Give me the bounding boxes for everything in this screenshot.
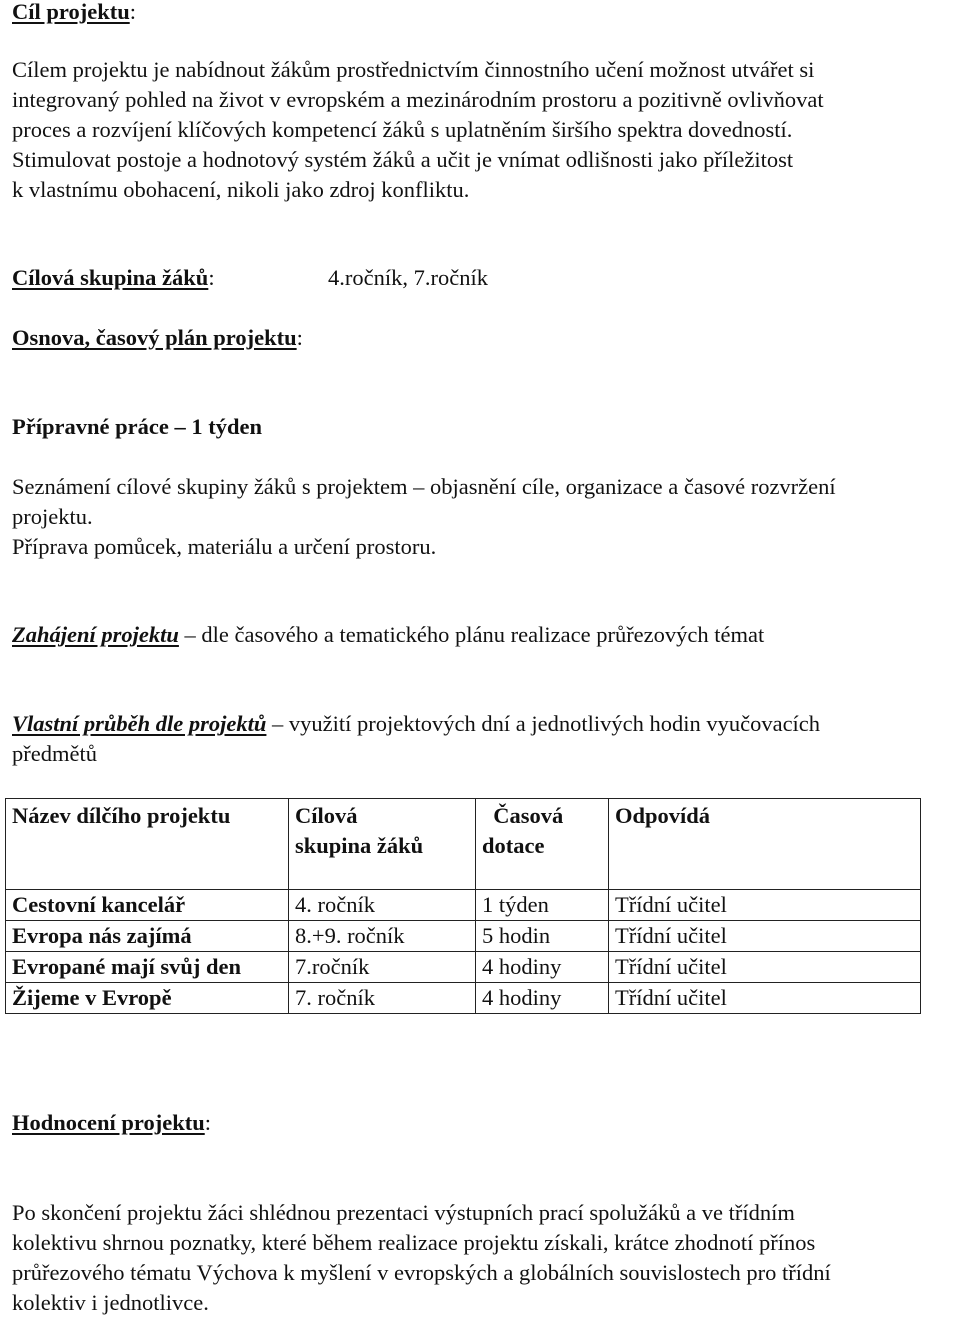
goal-line: integrovaný pohled na život v evropském a mezinárodním prostoru a pozitivně ovlivňovat xyxy=(12,87,824,112)
table-cell: Cestovní kancelář xyxy=(6,890,289,921)
table-row xyxy=(6,921,921,952)
table-cell: 1 týden xyxy=(476,890,609,921)
goal-heading-label: Cíl projektu xyxy=(12,0,130,24)
table-header-cell: Časová dotace xyxy=(476,799,609,890)
target-group-value: 4.ročník, 7.ročník xyxy=(328,265,488,290)
table-cell: Třídní učitel xyxy=(609,983,921,1014)
table-cell: Evropa nás zajímá xyxy=(6,921,289,952)
course-text: – využití projektových dní a jednotlivých hodin vyučovacích xyxy=(266,711,821,736)
table-cell: Žijeme v Evropě xyxy=(6,983,289,1014)
prep-heading: Přípravné práce – 1 týden xyxy=(12,414,262,439)
evaluation-line: průřezového tématu Výchova k myšlení v evropských a globálních souvislostech pro třídní xyxy=(12,1260,831,1285)
table-header-cell: Cílová skupina žáků xyxy=(289,799,476,890)
table-row xyxy=(6,952,921,983)
evaluation-line: kolektivu shrnou poznatky, které během realizace projektu získali, krátce zhodnotí přínos xyxy=(12,1230,816,1255)
table-cell: 4 hodiny xyxy=(476,983,609,1014)
table-cell: 7. ročník xyxy=(289,983,476,1014)
course-line: předmětů xyxy=(12,741,97,766)
goal-line: Cílem projektu je nabídnout žákům prostřednictvím činnostního učení možnost utvářet si xyxy=(12,57,815,82)
table-cell: 4 hodiny xyxy=(476,952,609,983)
table-header-row xyxy=(6,799,921,890)
table-cell: 8.+9. ročník xyxy=(289,921,476,952)
table-cell: Třídní učitel xyxy=(609,952,921,983)
table-cell: 5 hodin xyxy=(476,921,609,952)
table-cell: Třídní učitel xyxy=(609,921,921,952)
prep-line: projektu. xyxy=(12,504,93,529)
prep-paragraph xyxy=(12,472,836,562)
start-label: Zahájení projektu xyxy=(12,622,179,647)
target-group: Cílová skupina žáků: xyxy=(12,265,215,290)
evaluation-heading: Hodnocení projektu: xyxy=(12,1110,211,1135)
table-row xyxy=(6,983,921,1014)
outline-heading-label: Osnova, časový plán projektu xyxy=(12,325,297,350)
table-cell: Třídní učitel xyxy=(609,890,921,921)
prep-line: Seznámení cílové skupiny žáků s projektem – objasnění cíle, organizace a časové rozvržení xyxy=(12,474,836,499)
start-text: – dle časového a tematického plánu realizace průřezových témat xyxy=(178,622,765,647)
target-group-label: Cílová skupina žáků xyxy=(12,265,209,290)
evaluation-paragraph xyxy=(12,1198,831,1318)
evaluation-heading-label: Hodnocení projektu xyxy=(12,1110,205,1135)
goal-line: proces a rozvíjení klíčových kompetencí žáků s uplatněním širšího spektra dovedností. xyxy=(12,117,793,142)
outline-heading: Osnova, časový plán projektu: xyxy=(12,325,303,350)
table-header-cell: Název dílčího projektu xyxy=(6,799,289,890)
table-cell: 4. ročník xyxy=(289,890,476,921)
goal-paragraph xyxy=(12,55,824,205)
prep-line: Příprava pomůcek, materiálu a určení prostoru. xyxy=(12,534,437,559)
goal-heading: Cíl projektu: xyxy=(12,0,136,24)
table-row xyxy=(6,890,921,921)
course-label: Vlastní průběh dle projektů xyxy=(12,711,267,736)
course-paragraph xyxy=(12,709,820,769)
evaluation-line: Po skončení projektu žáci shlédnou prezentaci výstupních prací spolužáků a ve třídním xyxy=(12,1200,795,1225)
start-line xyxy=(12,620,764,650)
subprojects-table xyxy=(5,798,921,1014)
table-cell: 7.ročník xyxy=(289,952,476,983)
evaluation-line: kolektiv i jednotlivce. xyxy=(12,1290,209,1315)
course-line xyxy=(12,709,820,739)
goal-line: Stimulovat postoje a hodnotový systém žáků a učit je vnímat odlišnosti jako příležitost xyxy=(12,147,794,172)
table-header-cell: Odpovídá xyxy=(609,799,921,890)
table-cell: Evropané mají svůj den xyxy=(6,952,289,983)
goal-line: k vlastnímu obohacení, nikoli jako zdroj konfliktu. xyxy=(12,177,470,202)
